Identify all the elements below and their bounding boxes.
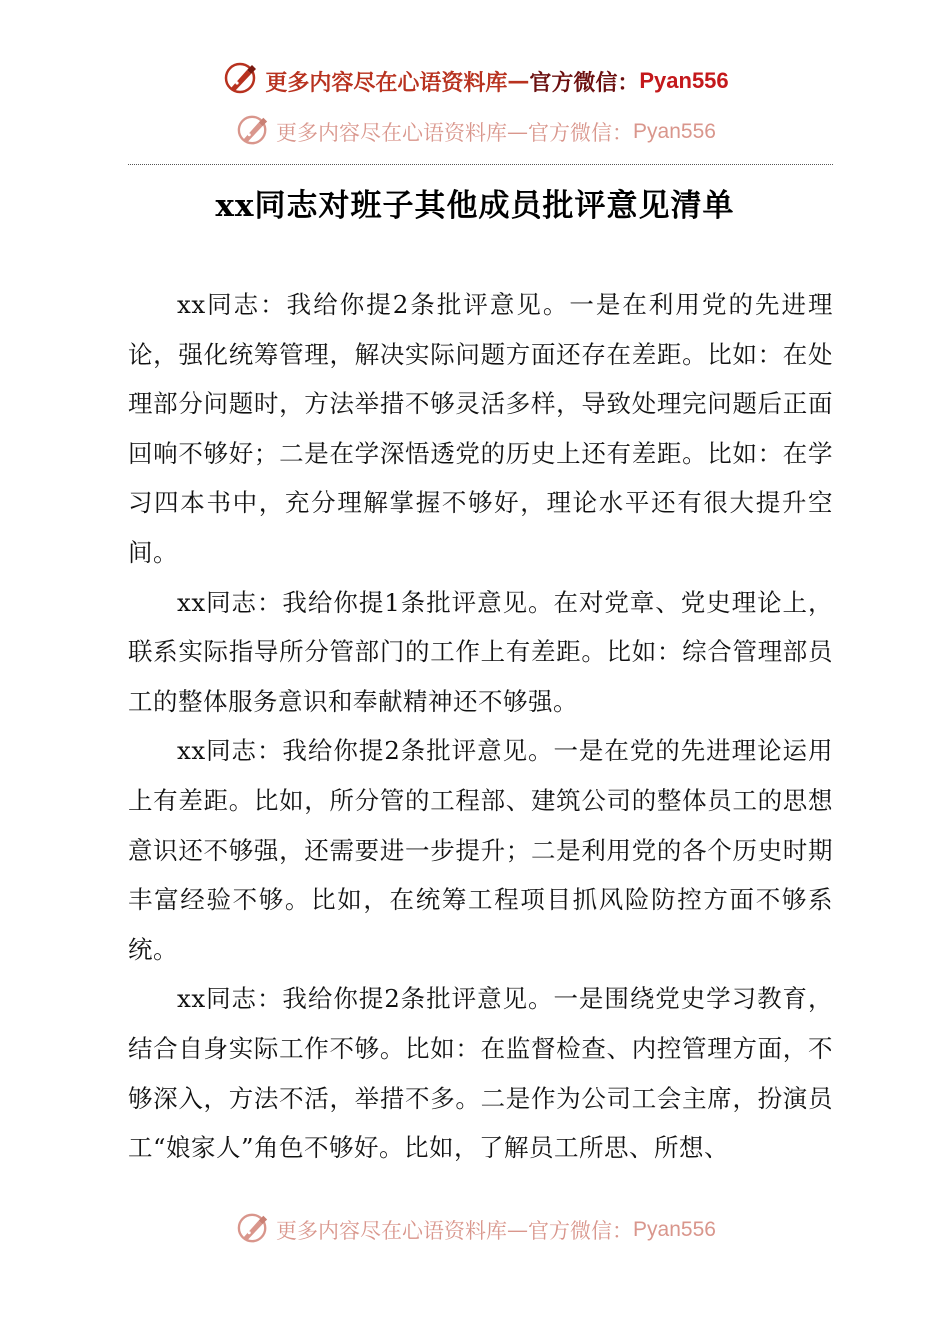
banner-wechat-id: Pyan556 (633, 120, 716, 143)
banner-separator: — (507, 68, 530, 94)
watermark-banner-middle (0, 114, 950, 150)
banner-separator: — (507, 1218, 529, 1242)
watermark-banner-bottom (0, 1212, 950, 1248)
paragraph-2: xx同志：我给你提1条批评意见。在对党章、党史理论上，联系实际指导所分管部门的工作上有差距。比如：综合管理部员工的整体服务意识和奉献精神还不够强。 (128, 587, 833, 716)
banner-wechat-label: 官方微信： (529, 69, 640, 96)
paragraph-4: xx同志：我给你提2条批评意见。一是围绕党史学习教育，结合自身实际工作不够。比如：在监督检查、内控管理方面，不够深入，方法不活，举措不多。二是作为公司工会主席，扮演员工“娘家人”角色不够好。比如，了解员工所思、所想、 (128, 984, 833, 1163)
document-title: xx同志对班子其他成员批评意见清单 (215, 188, 735, 224)
banner-separator: — (507, 120, 529, 144)
document-body (128, 280, 833, 1173)
banner-text: 更多内容尽在心语资料库 (265, 69, 508, 96)
pen-nib-seal-icon (234, 1212, 272, 1249)
banner-wechat-id: Pyan556 (639, 68, 729, 93)
paragraph-1: xx同志：我给你提2条批评意见。一是在利用党的先进理论，强化统筹管理，解决实际问题方面还存在差距。比如：在处理部分问题时，方法举措不够灵活多样，导致处理完问题后正面回响不够好；二是在学深悟透党的历史上还有差距。比如：在学习四本书中，充分理解掌握不够好，理论水平还有很大提升空间。 (128, 290, 833, 567)
pen-nib-seal-icon (221, 61, 261, 101)
banner-text: 更多内容尽在心语资料库 (276, 121, 508, 145)
banner-text: 更多内容尽在心语资料库 (276, 1219, 508, 1243)
watermark-banner-top (0, 62, 950, 100)
banner-wechat-label: 官方微信： (528, 1219, 634, 1243)
banner-wechat-label: 官方微信： (528, 121, 634, 145)
banner-wechat-id: Pyan556 (633, 1218, 716, 1241)
paragraph-3: xx同志：我给你提2条批评意见。一是在党的先进理论运用上有差距。比如，所分管的工程部、建筑公司的整体员工的思想意识还不够强，还需要进一步提升；二是利用党的各个历史时期丰富经验不够。比如，在统筹工程项目抓风险防控方面不够系统。 (128, 736, 833, 964)
header-divider (128, 164, 833, 165)
pen-nib-seal-icon (234, 114, 272, 151)
